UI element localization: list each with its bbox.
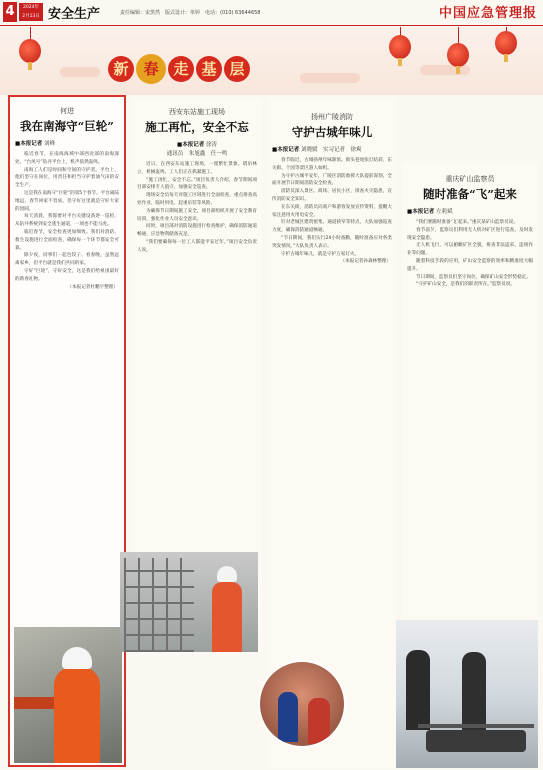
article-body xyxy=(132,157,262,255)
banner-char: 层 xyxy=(224,56,250,82)
paragraph: “我们要确保每一位工人都能平安过年。”项目安全负责人说。 xyxy=(137,239,257,253)
byline-prefix: ■本报记者 xyxy=(272,147,300,153)
paragraph: “施工再忙，安全不忘。”项目负责人介绍，春节期间项目部安排专人值守，加强安全巡查。 xyxy=(137,177,257,191)
article-byline-2: 通讯员 朱旭鑫 任一鸣 xyxy=(166,151,228,157)
paragraph: “守护矿山安全，是我们的职责所在。”监察员说。 xyxy=(416,282,515,288)
article-body xyxy=(267,153,397,258)
paragraph: “我们要随时准备‘飞’起来。”重庆某矿山监察员说。 xyxy=(416,220,518,225)
article-kicker: 重庆矿山监察员 xyxy=(445,175,495,183)
paragraph: 节日期间，监察员们坚守岗位，确保矿山安全形势稳定。 xyxy=(416,274,531,280)
drone-inspection-photo xyxy=(396,620,538,768)
article-headline: 守护古城年味儿 xyxy=(291,125,373,139)
issue-date-year: 2024年 xyxy=(23,5,39,10)
article-kicker: 何进 xyxy=(60,107,74,115)
byline-prefix: ■本报记者 xyxy=(15,141,43,147)
paragraph: 为确保节日期间施工安全，项目部组织开展了安全教育培训，强化作业人员安全意识。 xyxy=(137,208,257,222)
paragraph: 临近春节，在南海海域中部西北部的南海深处，“台风号”钻井平台上，机声依然轰鸣。 xyxy=(15,152,119,165)
article-body xyxy=(402,215,538,289)
byline-name: 左莉斌 xyxy=(435,209,453,215)
cloud-decoration xyxy=(300,73,360,83)
section-title: 安全生产 xyxy=(48,7,101,22)
newspaper-logo: 中国应急管理报 xyxy=(438,6,537,21)
paragraph: 针对老城区建筑密集、通道狭窄等特点，大队加强巡查力度，确保消防通道畅通。 xyxy=(272,220,392,234)
issue-date xyxy=(19,3,43,21)
article-headline: 我在南海守“巨轮” xyxy=(20,119,114,133)
paragraph: 现场安全员每天对施工区域进行全面检查，重点排查高处作业、临时用电、起重吊装等风险。 xyxy=(137,193,257,206)
article-kicker: 西安东站施工现场 xyxy=(169,108,225,116)
paragraph: 同时，项目部对消防设施进行检查维护，确保消防通道畅通，应急物资储备充足。 xyxy=(137,224,257,238)
byline-name: 刘晓媛 实习记者 徐爽 xyxy=(300,147,362,153)
banner-char: 走 xyxy=(168,56,194,82)
paragraph: 在东关街，消防员向商户和游客发放宣传资料，提醒大家注意用火用电安全。 xyxy=(272,204,392,218)
article-south-sea xyxy=(8,95,126,767)
cloud-decoration xyxy=(420,65,470,75)
editor-credits: 责任编辑：宋黑然 版式设计：单婷 电话：(010) 63644658 xyxy=(120,10,261,16)
paragraph: 近日，在西安东站施工现场，一派繁忙景象。塔吊林立，机械轰鸣，工人们正在抓紧施工。 xyxy=(137,162,257,175)
banner-char: 春 xyxy=(136,54,166,84)
construction-photo xyxy=(120,552,258,652)
article-kicker: 扬州广陵消防 xyxy=(311,113,353,121)
lantern-icon xyxy=(19,39,41,63)
paragraph: 这是我在南海守“巨轮”的第5个春节。平台离陆地远，春节回家不容易，但守好这里就是守好大家的团圆。 xyxy=(15,190,119,212)
banner-char: 基 xyxy=(196,56,222,82)
article-headline: 随时准备“飞”起来 xyxy=(423,187,517,201)
cloud-decoration xyxy=(60,67,100,77)
paragraph: “节日期间，我们实行24小时备勤，随时准备应对各类突发情况。”大队负责人表示。 xyxy=(272,235,392,249)
article-headline: 施工再忙，安全不忘 xyxy=(145,120,249,134)
source-note: （本报记者孙森林整理） xyxy=(340,259,391,265)
festive-banner xyxy=(0,27,543,95)
page-number: 4 xyxy=(3,2,17,22)
paragraph: 守好“巨轮”，守好安全，这是我们给祖国最好的新春礼物。 xyxy=(15,268,119,282)
paragraph: 南海工人们是时间和空间的守护者。平台上，他们坚守在岗位，用责任和担当守护着油气田的安全生产。 xyxy=(15,167,119,189)
article-body xyxy=(10,147,124,284)
paragraph: 春节前夕，监察员们利用无人机对矿区进行巡查，及时发现安全隐患。 xyxy=(407,227,533,241)
paragraph: 春节临近，古城扬州年味渐浓。街头巷尾张灯结彩，东关街、个园等景区游人如织。 xyxy=(272,158,392,171)
lantern-icon xyxy=(389,35,411,59)
source-note: （本报记者杜鹏宇整理） xyxy=(67,284,118,290)
paragraph: 除夕夜，同事们一起包饺子、看春晚，虽然远离家乡，但平台就是我们共同的家。 xyxy=(15,253,119,267)
firefighter-photo xyxy=(258,660,346,748)
byline-name: 刘峰 xyxy=(43,141,55,147)
paragraph: 临近春节，安全检查更加细致。我们对消防、救生设施进行全面检查，确保每一个环节都安全可靠。 xyxy=(15,229,119,251)
drone-icon xyxy=(426,730,526,752)
byline-name: 徐涛 xyxy=(205,142,217,148)
article-byline xyxy=(267,145,397,153)
masthead xyxy=(0,0,543,26)
byline-prefix: ■本报记者 xyxy=(407,209,435,215)
paragraph: 无人机飞行，可以俯瞰矿区全貌，排查非法盗采、违规作业等问题。 xyxy=(407,243,533,257)
paragraph: 每天清晨，我都要对平台关键设备逐一巡检，从钻井系统到安全逃生通道，一项也不能马虎。 xyxy=(15,214,119,228)
article-byline xyxy=(402,207,538,215)
article-byline xyxy=(10,139,124,147)
lantern-icon xyxy=(495,31,517,55)
paragraph: 消防员深入景区、商场、居民小区，排查火灾隐患，宣传消防安全知识。 xyxy=(272,189,392,202)
paragraph: 守护古城年味儿，就是守护万家灯火。 xyxy=(281,251,360,257)
paragraph: 随着科技手段的应用，矿山安全监察的效率和精准度大幅提升。 xyxy=(407,258,533,272)
issue-date-day: 2月13日 xyxy=(22,14,40,19)
banner-title xyxy=(108,54,250,84)
paragraph: 为守护古城平安年，广陵区消防救援大队提前谋划，全面开展节日期间消防安全检查。 xyxy=(272,173,392,187)
article-byline xyxy=(132,140,262,148)
banner-char: 新 xyxy=(108,56,134,82)
worker-photo xyxy=(14,627,122,763)
byline-prefix: ■本报记者 xyxy=(177,142,205,148)
lantern-icon xyxy=(447,43,469,67)
